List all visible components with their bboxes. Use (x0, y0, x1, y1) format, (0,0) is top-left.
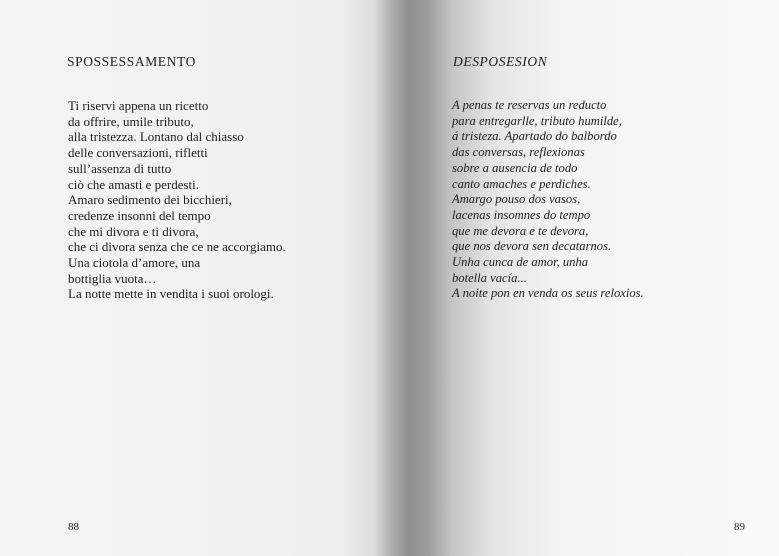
page-number-right: 89 (734, 521, 745, 533)
poem-line: lacenas insomnes do tempo (452, 207, 591, 222)
poem-line: Ti riservi appena un ricetto (68, 98, 209, 113)
poem-line: bottiglia vuota… (68, 270, 157, 286)
poem-line: Una ciotola d’amore, una (68, 255, 201, 271)
poem-line: delle conversazioni, rifletti (68, 145, 208, 161)
poem-title-italian: SPOSSESSAMENTO (67, 54, 196, 69)
poem-line: La notte mette in vendita i suoi orologi. (68, 286, 274, 302)
poem-line: che mi divora e ti divora, (68, 223, 199, 239)
poem-body-galician (452, 98, 644, 302)
poem-line: A penas te reservas un reducto (452, 98, 607, 112)
poem-title-galician: DESPOSESION (453, 54, 548, 69)
poem-line: das conversas, reflexionas (452, 145, 585, 160)
poem-line: alla tristezza. Lontano dal chiasso (68, 129, 244, 145)
poem-line: Amaro sedimento dei bicchieri, (68, 192, 232, 208)
poem-body-italian (68, 98, 286, 302)
poem-line: A noite pon en venda os seus reloxios. (452, 286, 644, 301)
poem-line: che ci divora senza che ce ne accorgiamo. (68, 239, 286, 255)
poem-line: da offrire, umile tributo, (68, 113, 194, 129)
poem-line: que nos devora sen decatarnos. (452, 239, 612, 254)
right-page (390, 0, 779, 556)
poem-line: á tristeza. Apartado do balbordo (452, 129, 617, 144)
poem-line: botella vacía... (452, 270, 527, 285)
poem-line: credenze insonni del tempo (68, 207, 211, 223)
poem-line: para entregarlle, tributo humilde, (452, 113, 622, 128)
poem-line: que me devora e te devora, (452, 223, 589, 238)
poem-line: ciò che amasti e perdesti. (68, 176, 200, 192)
poem-line: Unha cunca de amor, unha (452, 255, 589, 270)
page-number-left: 88 (68, 521, 79, 533)
poem-line: Amargo pouso dos vasos, (452, 192, 581, 207)
poem-line: sobre a ausencia de todo (452, 160, 578, 175)
poem-line: sull’assenza di tutto (68, 160, 172, 176)
poem-line: canto amaches e perdiches. (452, 176, 591, 191)
